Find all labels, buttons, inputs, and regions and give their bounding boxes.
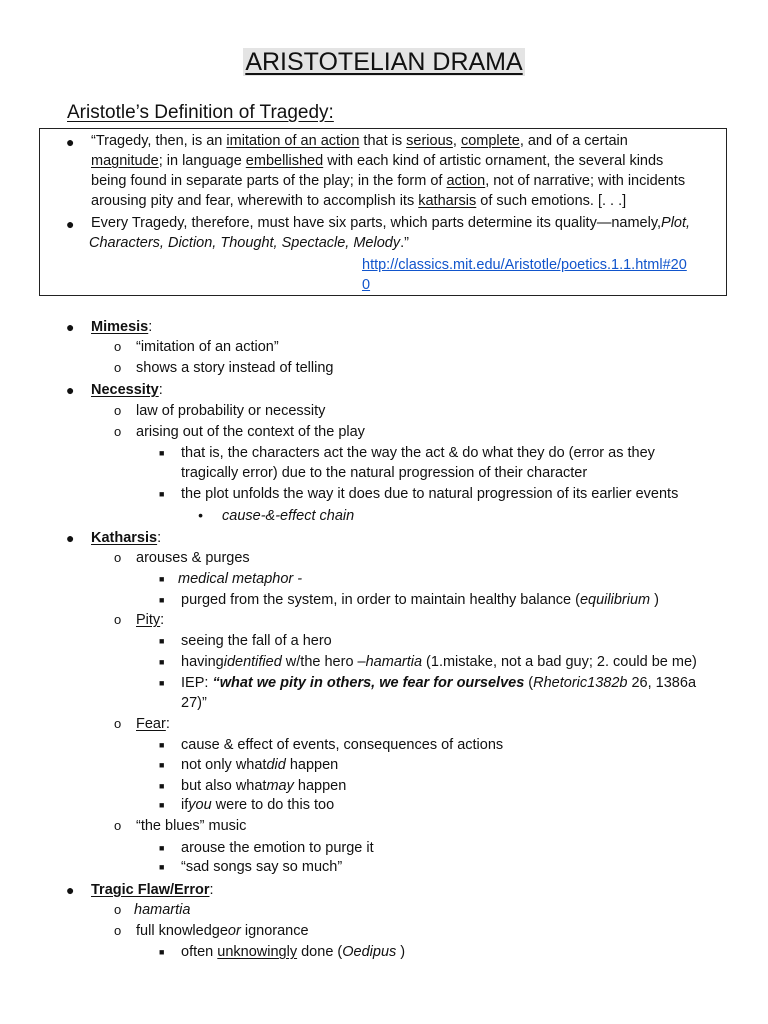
square-bullet: ■ — [159, 636, 165, 646]
bullet: ● — [66, 530, 75, 546]
definition-box — [39, 128, 727, 296]
square-bullet: ■ — [159, 843, 165, 853]
quote-line-6: Characters, Diction, Thought, Spectacle, Melody.” — [89, 235, 409, 251]
square-bullet: ■ — [159, 800, 165, 810]
square-bullet: ■ — [159, 448, 165, 458]
list-item: cause & effect of events, consequences of actions — [181, 737, 504, 753]
list-item: IEP: “what we pity in others, we fear for ourselves (Rhetoric1382b 26, 1386a — [181, 675, 697, 691]
list-item: but also whatmay happen — [181, 778, 347, 794]
sub-bullet: o — [114, 902, 122, 917]
quote-line-1: “Tragedy, then, is an imitation of an action that is serious, complete, and of a certain — [91, 133, 628, 149]
sub-bullet: o — [114, 612, 122, 627]
list-item: full knowledgeor ignorance — [136, 923, 309, 939]
list-item: hamartia — [134, 902, 191, 918]
list-item: “sad songs say so much” — [181, 859, 343, 875]
list-item: arouses & purges — [136, 550, 250, 566]
bullet: ● — [66, 134, 75, 150]
quote-line-5: Every Tragedy, therefore, must have six parts, which parts determine its quality—namely,Plot, — [91, 215, 691, 231]
sub-bullet: o — [114, 923, 122, 938]
section-heading: Aristotle’s Definition of Tragedy: — [67, 102, 334, 123]
square-bullet: ■ — [159, 862, 165, 872]
list-item: shows a story instead of telling — [136, 360, 334, 376]
list-item: medical metaphor - — [178, 571, 303, 587]
square-bullet: ■ — [159, 574, 165, 584]
list-item: havingidentified w/the hero –hamartia (1.mistake, not a bad guy; 2. could be me) — [181, 654, 697, 670]
list-item: often unknowingly done (Oedipus ) — [181, 944, 406, 960]
square-bullet: ■ — [159, 947, 165, 957]
list-item: “imitation of an action” — [136, 339, 279, 355]
quote-line-4: arousing pity and fear, wherewith to accomplish its katharsis of such emotions. [. . .] — [91, 193, 627, 209]
list-item: ifyou were to do this too — [181, 797, 335, 813]
bullet: ● — [66, 882, 75, 898]
sub-bullet: o — [114, 550, 122, 565]
list-item: cause-&-effect chain — [222, 508, 355, 524]
heading-necessity: Necessity: — [91, 382, 163, 398]
square-bullet: ■ — [159, 489, 165, 499]
subheading-fear: Fear: — [136, 716, 170, 732]
list-item: law of probability or necessity — [136, 403, 326, 419]
square-bullet: ■ — [159, 740, 165, 750]
list-item: seeing the fall of a hero — [181, 633, 332, 649]
sub-bullet: o — [114, 360, 122, 375]
square-bullet: ■ — [159, 760, 165, 770]
heading-mimesis: Mimesis: — [91, 319, 153, 335]
bullet: ● — [66, 382, 75, 398]
list-item-cont: 27)” — [181, 695, 207, 711]
bullet: ● — [66, 319, 75, 335]
list-item: “the blues” music — [136, 818, 247, 834]
page-title: ARISTOTELIAN DRAMA — [245, 48, 523, 76]
list-item: arouse the emotion to purge it — [181, 840, 374, 856]
heading-katharsis: Katharsis: — [91, 530, 162, 546]
list-item-cont: tragically error) due to the natural progression of their character — [181, 465, 588, 481]
bullet: ● — [66, 216, 75, 232]
list-item: not only whatdid happen — [181, 757, 339, 773]
sub-bullet: o — [114, 403, 122, 418]
bullet: • — [198, 507, 203, 523]
heading-tragic-flaw: Tragic Flaw/Error: — [91, 882, 214, 898]
list-item: arising out of the context of the play — [136, 424, 365, 440]
list-item: purged from the system, in order to maintain healthy balance (equilibrium ) — [181, 592, 659, 608]
sub-bullet: o — [114, 716, 122, 731]
quote-line-3: being found in separate parts of the play; in the form of action, not of narrative; with incidents — [91, 173, 686, 189]
source-link[interactable]: http://classics.mit.edu/Aristotle/poetics.1.1.html#20 — [362, 257, 687, 273]
list-item: the plot unfolds the way it does due to natural progression of its earlier events — [181, 486, 679, 502]
square-bullet: ■ — [159, 781, 165, 791]
sub-bullet: o — [114, 818, 122, 833]
square-bullet: ■ — [159, 657, 165, 667]
quote-line-2: magnitude; in language embellished with each kind of artistic ornament, the several kinds — [91, 153, 664, 169]
square-bullet: ■ — [159, 678, 165, 688]
subheading-pity: Pity: — [136, 612, 165, 628]
list-item: that is, the characters act the way the act & do what they do (error as they — [181, 445, 655, 461]
sub-bullet: o — [114, 339, 122, 354]
sub-bullet: o — [114, 424, 122, 439]
source-link-cont[interactable]: 0 — [362, 277, 371, 293]
square-bullet: ■ — [159, 595, 165, 605]
